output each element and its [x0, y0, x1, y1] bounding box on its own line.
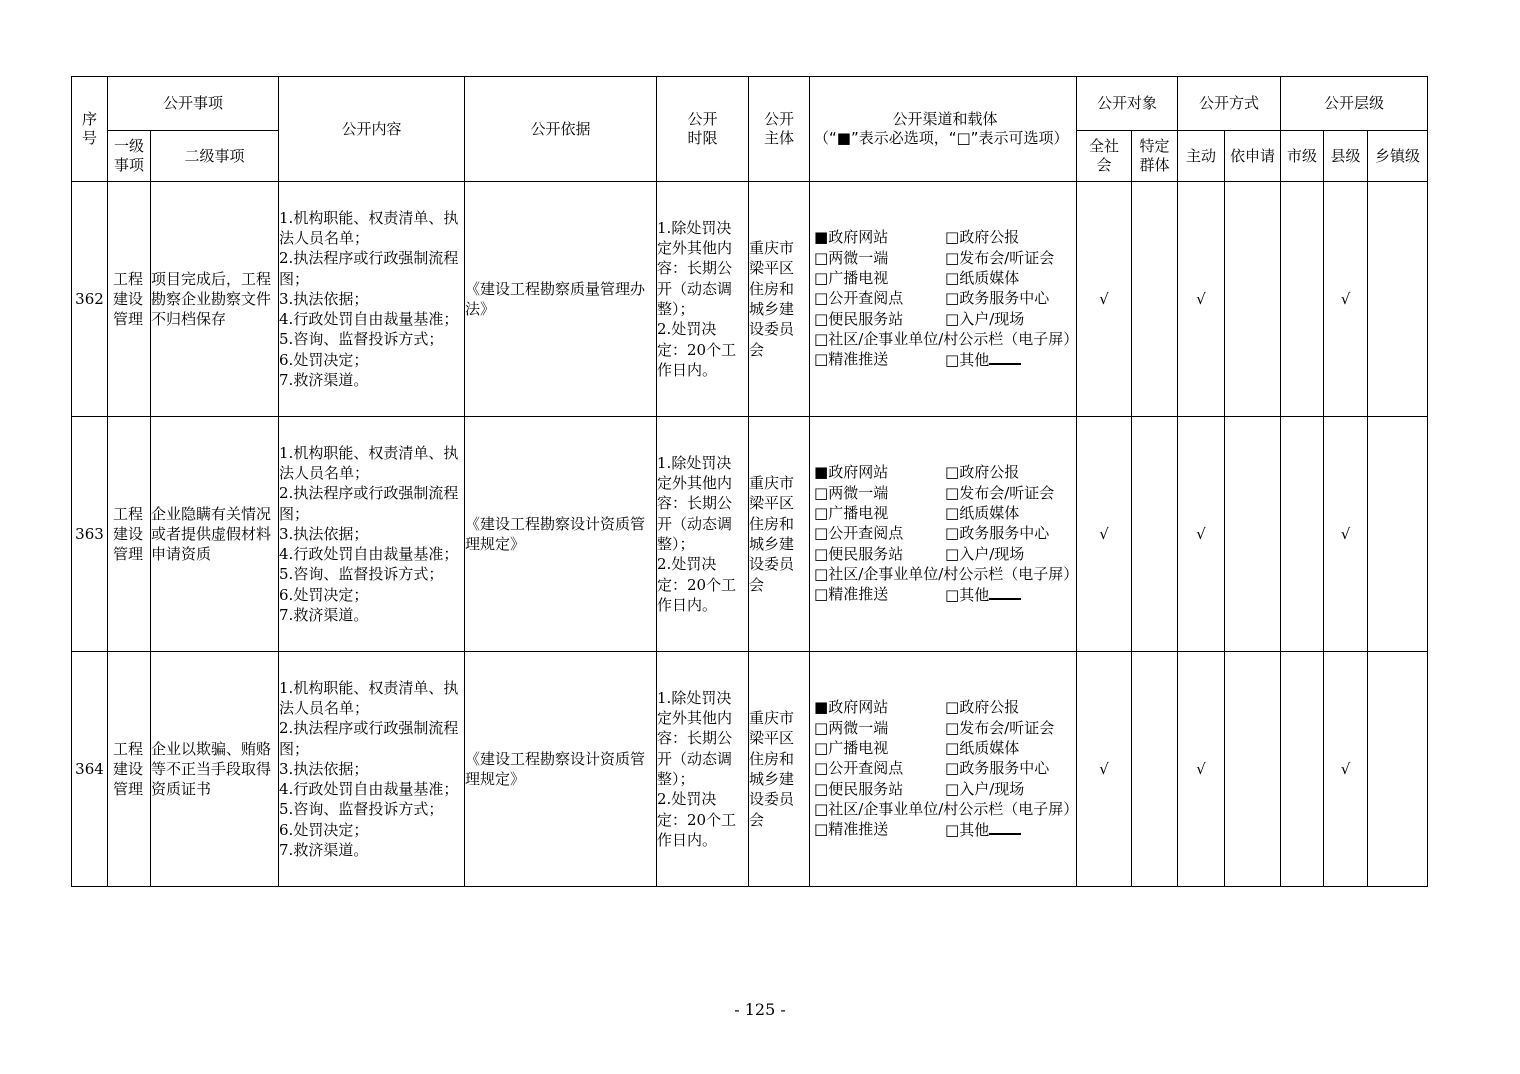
channel-option: □两微一端: [814, 718, 889, 737]
cell-target-all: √: [1077, 417, 1132, 652]
cell-level-town: [1368, 182, 1428, 417]
cell-level2: 项目完成后，工程勘察企业勘察文件不归档保存: [151, 182, 279, 417]
header-time-limit: 公开时限: [657, 77, 749, 182]
cell-method-active: √: [1178, 417, 1225, 652]
channel-option: □广播电视: [814, 739, 889, 758]
cell-target-all: √: [1077, 652, 1132, 887]
channel-push: □精准推送: [814, 585, 889, 604]
cell-time-limit: 1.除处罚决定外其他内容：长期公开（动态调整）； 2.处罚决定：20个工作日内。: [657, 652, 749, 887]
cell-level1: 工程建设管理: [108, 182, 151, 417]
header-target: 公开对象: [1077, 77, 1178, 131]
table-row: [72, 417, 1428, 652]
table-body: [72, 182, 1428, 887]
cell-target-specific: [1132, 417, 1178, 652]
cell-target-all: √: [1077, 182, 1132, 417]
cell-time-limit: 1.除处罚决定外其他内容：长期公开（动态调整）； 2.处罚决定：20个工作日内。: [657, 417, 749, 652]
channel-option: □政府公报: [945, 698, 1020, 717]
header-method: 公开方式: [1178, 77, 1281, 131]
channel-option: □发布会/听证会: [945, 718, 1055, 737]
channel-option: □发布会/听证会: [945, 248, 1055, 267]
channel-push: □精准推送: [814, 820, 889, 839]
table-row: [72, 652, 1428, 887]
cell-method-active: √: [1178, 182, 1225, 417]
header-target-specific: 特定群体: [1132, 131, 1178, 182]
channel-option: □纸质媒体: [945, 739, 1020, 758]
cell-channels: [810, 417, 1077, 652]
cell-method-apply: [1225, 182, 1281, 417]
channel-option: □发布会/听证会: [945, 483, 1055, 502]
cell-seq: 362: [72, 182, 108, 417]
blank-underline: [989, 584, 1021, 600]
channel-option: □两微一端: [814, 248, 889, 267]
channel-option: □入户/现场: [945, 309, 1025, 328]
disclosure-table: [71, 76, 1428, 887]
cell-channels: [810, 652, 1077, 887]
channel-option: □政务服务中心: [945, 524, 1050, 543]
cell-level1: 工程建设管理: [108, 652, 151, 887]
channel-option: □广播电视: [814, 269, 889, 288]
cell-method-apply: [1225, 652, 1281, 887]
cell-time-limit: 1.除处罚决定外其他内容：长期公开（动态调整）； 2.处罚决定：20个工作日内。: [657, 182, 749, 417]
header-method-apply: 依申请: [1225, 131, 1281, 182]
cell-basis: 《建设工程勘察设计资质管理规定》: [465, 652, 657, 887]
header-level-town: 乡镇级: [1368, 131, 1428, 182]
cell-seq: 363: [72, 417, 108, 652]
channel-other: □其他: [945, 349, 1076, 370]
channel-option: □便民服务站: [814, 779, 904, 798]
channel-option: □便民服务站: [814, 544, 904, 563]
table-row: [72, 182, 1428, 417]
cell-level-county: √: [1324, 417, 1368, 652]
cell-level2: 企业以欺骗、贿赂等不正当手段取得资质证书: [151, 652, 279, 887]
channel-option: ■政府网站: [814, 228, 889, 247]
channel-option: □公开查阅点: [814, 759, 904, 778]
blank-underline: [989, 819, 1021, 835]
channel-option: ■政府网站: [814, 463, 889, 482]
cell-level-city: [1281, 182, 1324, 417]
channel-option: ■政府网站: [814, 698, 889, 717]
channel-push: □精准推送: [814, 350, 889, 369]
channel-option: □广播电视: [814, 504, 889, 523]
channel-option: □便民服务站: [814, 309, 904, 328]
header-level2: 二级事项: [151, 131, 279, 182]
channel-option: □政府公报: [945, 228, 1020, 247]
channel-option: □政务服务中心: [945, 759, 1050, 778]
cell-method-active: √: [1178, 652, 1225, 887]
channel-option: □公开查阅点: [814, 289, 904, 308]
cell-level-town: [1368, 417, 1428, 652]
header-channel-title: 公开渠道和载体: [892, 110, 998, 128]
channel-option: □两微一端: [814, 483, 889, 502]
header-level-county: 县级: [1324, 131, 1368, 182]
header-content: 公开内容: [279, 77, 465, 182]
channel-option: □入户/现场: [945, 779, 1025, 798]
header-method-active: 主动: [1178, 131, 1225, 182]
cell-level-county: √: [1324, 652, 1368, 887]
header-item: 公开事项: [108, 77, 279, 131]
cell-content: 1.机构职能、权责清单、执法人员名单； 2.执法程序或行政强制流程图； 3.执法依据； 4.行政处罚自由裁量基准； 5.咨询、监督投诉方式； 6.处罚决定； 7.救济渠道。: [279, 182, 465, 417]
cell-target-specific: [1132, 182, 1178, 417]
header-channel: [810, 77, 1077, 182]
header-seq: 序号: [72, 77, 108, 182]
cell-level-town: [1368, 652, 1428, 887]
channel-community: □社区/企事业单位/村公示栏（电子屏）: [814, 564, 1079, 583]
cell-basis: 《建设工程勘察质量管理办法》: [465, 182, 657, 417]
cell-channels: [810, 182, 1077, 417]
channel-option: □纸质媒体: [945, 504, 1020, 523]
cell-seq: 364: [72, 652, 108, 887]
header-level: 公开层级: [1281, 77, 1428, 131]
header-subject: 公开主体: [749, 77, 810, 182]
channel-community: □社区/企事业单位/村公示栏（电子屏）: [814, 799, 1079, 818]
channel-community: □社区/企事业单位/村公示栏（电子屏）: [814, 329, 1079, 348]
channel-other: □其他: [945, 584, 1076, 605]
cell-subject: 重庆市梁平区住房和城乡建设委员会: [749, 417, 810, 652]
cell-content: 1.机构职能、权责清单、执法人员名单； 2.执法程序或行政强制流程图； 3.执法依据； 4.行政处罚自由裁量基准； 5.咨询、监督投诉方式； 6.处罚决定； 7.救济渠道。: [279, 652, 465, 887]
page-number: - 125 -: [734, 1000, 786, 1019]
channel-other: □其他: [945, 819, 1076, 840]
header-basis: 公开依据: [465, 77, 657, 182]
cell-content: 1.机构职能、权责清单、执法人员名单； 2.执法程序或行政强制流程图； 3.执法依据； 4.行政处罚自由裁量基准； 5.咨询、监督投诉方式； 6.处罚决定； 7.救济渠道。: [279, 417, 465, 652]
cell-level-city: [1281, 417, 1324, 652]
cell-method-apply: [1225, 417, 1281, 652]
cell-target-specific: [1132, 652, 1178, 887]
cell-subject: 重庆市梁平区住房和城乡建设委员会: [749, 182, 810, 417]
channel-option: □政务服务中心: [945, 289, 1050, 308]
cell-level-city: [1281, 652, 1324, 887]
cell-subject: 重庆市梁平区住房和城乡建设委员会: [749, 652, 810, 887]
blank-underline: [989, 349, 1021, 365]
header-level1: 一级事项: [108, 131, 151, 182]
channel-option: □入户/现场: [945, 544, 1025, 563]
cell-level2: 企业隐瞒有关情况或者提供虚假材料申请资质: [151, 417, 279, 652]
cell-basis: 《建设工程勘察设计资质管理规定》: [465, 417, 657, 652]
header-target-all: 全社会: [1077, 131, 1132, 182]
channel-option: □公开查阅点: [814, 524, 904, 543]
cell-level-county: √: [1324, 182, 1368, 417]
channel-option: □政府公报: [945, 463, 1020, 482]
channel-option: □纸质媒体: [945, 269, 1020, 288]
header-channel-note: （“■”表示必选项，“□”表示可选项）: [814, 129, 1069, 147]
cell-level1: 工程建设管理: [108, 417, 151, 652]
header-level-city: 市级: [1281, 131, 1324, 182]
